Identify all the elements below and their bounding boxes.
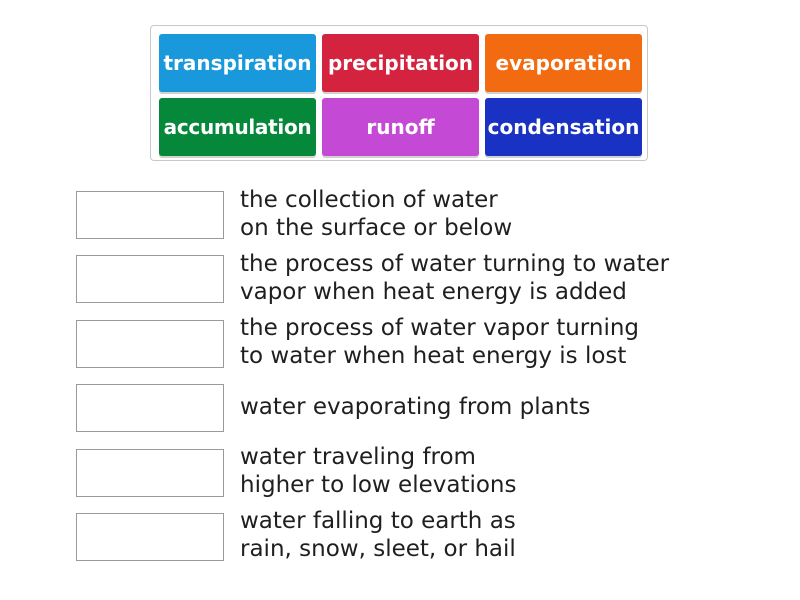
clue-line: higher to low elevations	[240, 472, 517, 498]
clue-text	[240, 314, 639, 370]
clue-text	[240, 507, 516, 563]
match-row	[76, 444, 716, 499]
clue-line: water evaporating from plants	[240, 394, 591, 420]
match-row	[76, 508, 716, 563]
match-row	[76, 251, 716, 305]
clue-text	[240, 393, 590, 421]
tile-runoff[interactable]: runoff	[322, 98, 479, 156]
clue-line: to water when heat energy is lost	[240, 343, 627, 369]
answer-drop-box[interactable]	[76, 255, 224, 303]
clue-text	[240, 186, 512, 242]
tile-precipitation[interactable]: precipitation	[322, 34, 479, 92]
match-row	[76, 315, 716, 370]
clue-text	[240, 250, 669, 306]
clue-line: the process of water vapor turning	[240, 315, 640, 341]
tile-accumulation[interactable]: accumulation	[159, 98, 316, 156]
tile-evaporation[interactable]: evaporation	[485, 34, 642, 92]
clue-line: rain, snow, sleet, or hail	[240, 536, 516, 562]
word-bank	[150, 25, 648, 161]
clue-text	[240, 443, 516, 499]
answer-drop-box[interactable]	[76, 191, 224, 239]
clue-line: the process of water turning to water	[240, 251, 670, 277]
answer-drop-box[interactable]	[76, 513, 224, 561]
match-row	[76, 384, 716, 434]
tile-condensation[interactable]: condensation	[485, 98, 642, 156]
tile-transpiration[interactable]: transpiration	[159, 34, 316, 92]
answer-drop-box[interactable]	[76, 384, 224, 432]
clue-line: on the surface or below	[240, 215, 513, 241]
clue-line: water traveling from	[240, 444, 476, 470]
match-row	[76, 187, 716, 241]
answer-drop-box[interactable]	[76, 320, 224, 368]
clue-line: the collection of water	[240, 187, 498, 213]
answer-drop-box[interactable]	[76, 449, 224, 497]
clue-line: vapor when heat energy is added	[240, 279, 627, 305]
clue-line: water falling to earth as	[240, 508, 516, 534]
